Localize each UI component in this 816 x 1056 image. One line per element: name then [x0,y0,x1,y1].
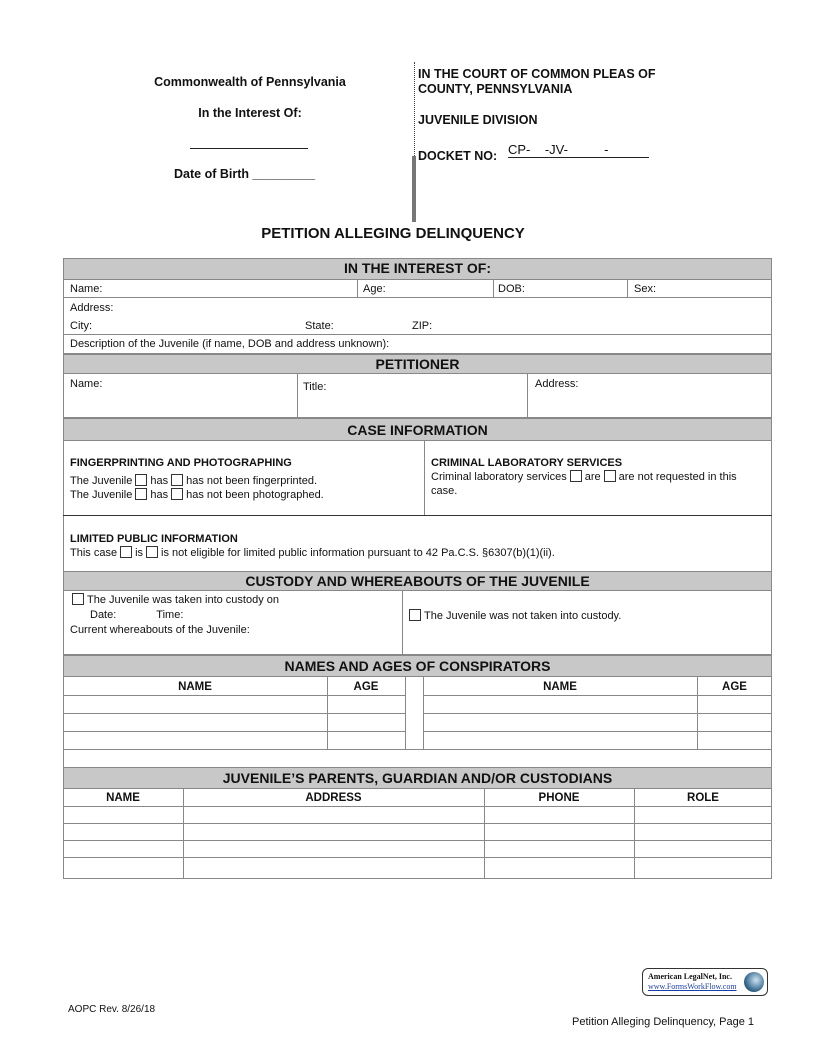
fingerprinted-has-not-checkbox[interactable] [171,474,183,486]
logo-link[interactable]: www.FormsWorkFlow.com [648,982,737,991]
conspirator-age-header-2: AGE [722,681,747,693]
fp-has-not-label: has not been fingerprinted. [186,475,317,487]
photographed-has-checkbox[interactable] [135,488,147,500]
revision-label: AOPC Rev. 8/26/18 [68,1004,156,1015]
lab-are-checkbox[interactable] [570,470,582,482]
juvenile-state-field[interactable]: State: [305,320,334,332]
photo-has-not-label: has not been photographed. [186,489,324,501]
lab-label: Criminal laboratory services [431,471,567,483]
commonwealth-label: Commonwealth of Pennsylvania [154,75,346,89]
parent-name-header: NAME [106,792,140,804]
logo-line-1: American LegalNet, Inc. [648,972,732,981]
custody-time-field[interactable]: Time: [156,609,184,621]
limited-public-info-heading: LIMITED PUBLIC INFORMATION [70,533,238,545]
whereabouts-field[interactable]: Current whereabouts of the Juvenile: [70,624,250,636]
conspirator-age-header-1: AGE [353,681,379,693]
conspirator-name-header-1: NAME [178,681,212,693]
custody-date-field[interactable]: Date: [90,609,117,621]
court-line-1: IN THE COURT OF COMMON PLEAS OF [418,67,656,81]
lpi-is-checkbox[interactable] [120,546,132,558]
juvenile-name-line[interactable] [190,148,308,149]
parent-phone-header: PHONE [538,792,580,804]
juvenile-address-field[interactable]: Address: [70,302,114,314]
fp-has-label: has [150,475,169,487]
lpi-is-not-label: is not eligible for limited public information pursuant to 42 Pa.C.S. §6307(b)(1)(ii). [161,547,555,559]
fingerprinted-has-checkbox[interactable] [135,474,147,486]
juvenile-name-field[interactable]: Name: [70,283,103,295]
parent-role-header: ROLE [687,792,719,804]
petitioner-address-field[interactable]: Address: [535,378,579,390]
juvenile-age-field[interactable]: Age: [363,283,386,295]
conspirators-section-header: NAMES AND AGES OF CONSPIRATORS [63,655,772,677]
photo-has-label: has [150,489,169,501]
lpi-label: This case [70,547,118,559]
taken-into-custody-checkbox[interactable] [72,593,84,605]
date-of-birth-label: Date of Birth _________ [174,167,316,181]
header-divider [414,62,415,160]
conspirator-name-header-2: NAME [543,681,577,693]
petitioner-title-field[interactable]: Title: [303,381,327,393]
not-taken-label: The Juvenile was not taken into custody. [424,610,622,622]
page-title: PETITION ALLEGING DELINQUENCY [261,225,525,242]
parent-address-header: ADDRESS [305,792,362,804]
lab-are-not-checkbox[interactable] [604,470,616,482]
lab-are-not-label: are not requested in this case. [431,471,737,497]
court-line-2: COUNTY, PENNSYLVANIA [418,82,573,96]
lab-are-label: are [584,471,601,483]
taken-into-custody-label: The Juvenile was taken into custody on [87,594,280,606]
division-label: JUVENILE DIVISION [418,113,538,127]
docket-label: DOCKET NO: [418,149,498,163]
case-info-section-header: CASE INFORMATION [63,418,772,441]
juvenile-dob-field[interactable]: DOB: [498,283,525,295]
juvenile-zip-field[interactable]: ZIP: [412,320,433,332]
globe-icon [744,972,764,992]
lpi-is-not-checkbox[interactable] [146,546,158,558]
fp-label: The Juvenile [70,475,133,487]
american-legalnet-logo[interactable] [642,968,768,996]
interest-of-label: In the Interest Of: [198,106,302,120]
custody-section-header: CUSTODY AND WHEREABOUTS OF THE JUVENILE [63,571,772,591]
not-taken-into-custody-checkbox[interactable] [409,609,421,621]
photographed-has-not-checkbox[interactable] [171,488,183,500]
interest-section-header: IN THE INTEREST OF: [63,258,772,280]
juvenile-sex-field[interactable]: Sex: [634,283,657,295]
fingerprint-heading: FINGERPRINTING AND PHOTOGRAPHING [70,457,292,469]
petitioner-section-header: PETITIONER [63,354,772,374]
parents-section-header: JUVENILE’S PARENTS, GUARDIAN AND/OR CUSTODIANS [63,767,772,789]
juvenile-city-field[interactable]: City: [70,320,92,332]
header-divider-bar [412,156,416,222]
page-number-label: Petition Alleging Delinquency, Page 1 [572,1016,755,1028]
lab-services-heading: CRIMINAL LABORATORY SERVICES [431,457,623,469]
docket-number-field[interactable]: CP- -JV- - [508,142,649,158]
photo-label: The Juvenile [70,489,133,501]
juvenile-description-field[interactable]: Description of the Juvenile (if name, DOB and address unknown): [70,338,390,350]
lpi-is-label: is [135,547,144,559]
petitioner-name-field[interactable]: Name: [70,378,103,390]
